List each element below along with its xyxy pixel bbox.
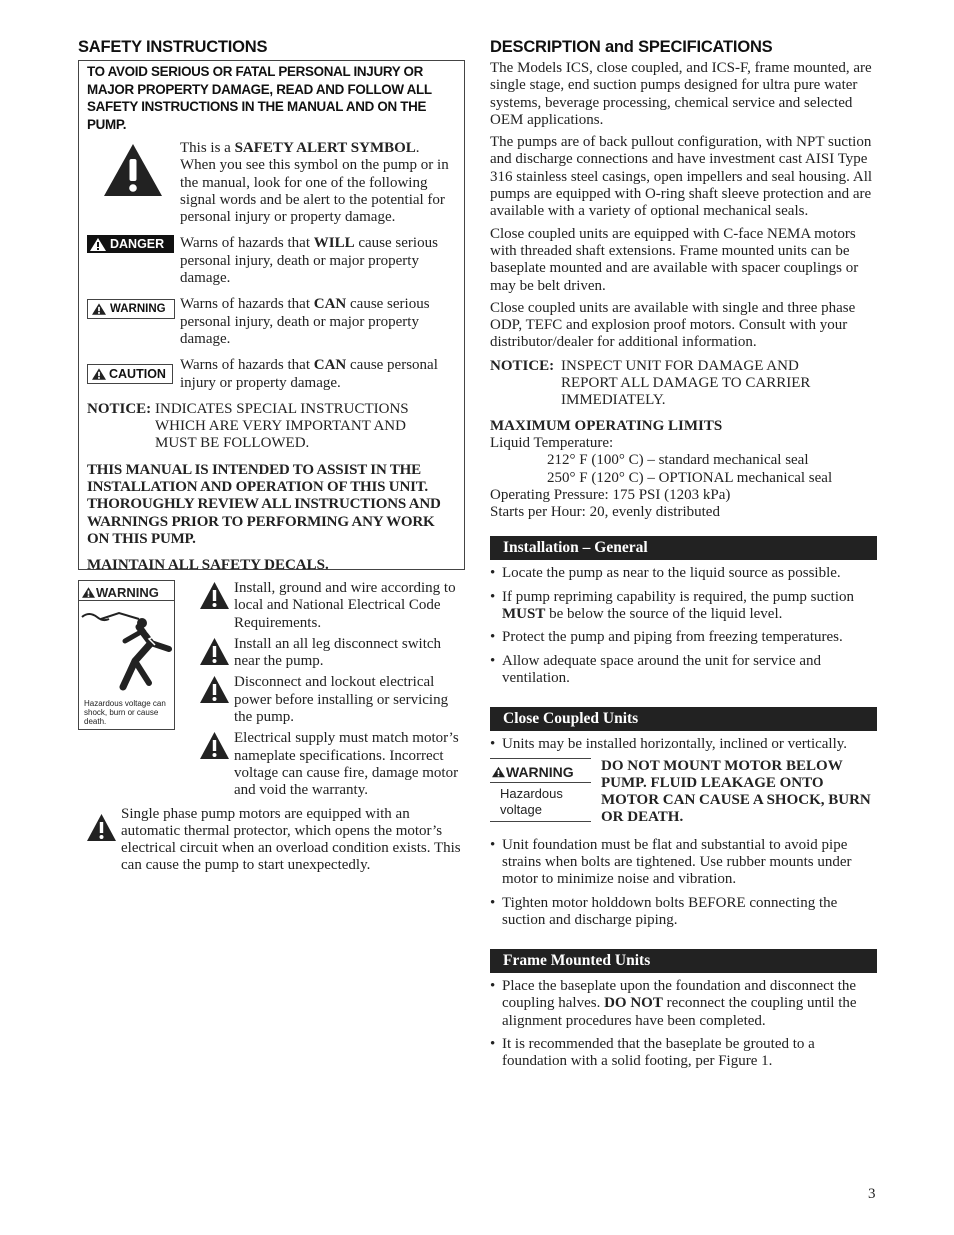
safety-box <box>78 60 465 574</box>
electrical-warning-label: WARNING Hazardous voltage can shock, burn or cause death. <box>78 580 175 730</box>
close-coupled-section-bar: Close Coupled Units <box>490 707 877 731</box>
description-para: The Models ICS, close coupled, and ICS-F, frame mounted, are single stage, end suction pumps designed for ultra pure water systems, beverage processing, chemical service and selected OEM applications. <box>490 60 872 128</box>
danger-row <box>87 235 456 287</box>
installation-section-bar: Installation – General <box>490 536 877 560</box>
electrical-warning-item: Install, ground and wire according to local and National Electrical Code Requirements. <box>199 580 465 632</box>
list-item: • It is recommended that the baseplate be grouted to a foundation with a solid footing, per Figure 1. <box>490 1036 877 1071</box>
electrical-warning-label-text: Hazardous voltage can shock, burn or cause death. <box>84 699 166 726</box>
danger-text: Warns of hazards that WILL cause serious personal injury, death or major property damage. <box>180 235 438 287</box>
description-column <box>490 36 877 1077</box>
safety-alert-icon <box>199 580 230 612</box>
danger-badge: DANGER <box>87 235 174 253</box>
caution-badge: CAUTION <box>87 364 173 384</box>
notice-row: NOTICE: INSPECT UNIT FOR DAMAGE AND REPORT ALL DAMAGE TO CARRIER IMMEDIATELY. <box>490 358 877 410</box>
installation-list <box>490 565 877 687</box>
close-coupled-list <box>490 736 877 753</box>
list-item: • Tighten motor holddown bolts BEFORE connecting the suction and discharge piping. <box>490 895 877 930</box>
list-item: • Locate the pump as near to the liquid source as possible. <box>490 565 877 582</box>
caution-text: Warns of hazards that CAN cause personal injury or property damage. <box>180 357 438 391</box>
frame-mounted-list <box>490 978 877 1070</box>
safety-column <box>78 36 465 879</box>
notice-text: INSPECT UNIT FOR DAMAGE AND REPORT ALL DAMAGE TO CARRIER IMMEDIATELY. <box>561 357 811 409</box>
electrical-warning-section <box>78 580 465 804</box>
warning-text: Warns of hazards that CAN cause serious personal injury, death or major property damage. <box>180 296 430 347</box>
decals-note: MAINTAIN ALL SAFETY DECALS. <box>87 557 329 574</box>
single-phase-warning: Single phase pump motors are equipped with an automatic thermal protector, which opens the motor’s electrical circuit when an overload condition exists. This can cause the pump to start unexpectedly. <box>86 806 465 875</box>
list-item: • Protect the pump and piping from freezing temperatures. <box>490 629 877 646</box>
electrical-warning-item: Disconnect and lockout electrical power before installing or servicing the pump. <box>199 674 465 726</box>
notice-row: NOTICE: INDICATES SPECIAL INSTRUCTIONS WHICH ARE VERY IMPORTANT AND MUST BE FOLLOWED. <box>87 401 456 453</box>
electrical-warning-item: Electrical supply must match motor’s nameplate specifications. Incorrect voltage can cause fire, damage motor and void the warranty. <box>199 730 465 799</box>
safety-alert-icon <box>492 766 505 778</box>
safety-alert-icon <box>92 303 106 315</box>
safety-alert-icon <box>92 368 106 380</box>
alert-symbol-text: This is a SAFETY ALERT SYMBOL. When you see this symbol on the pump or in the manual, look for one of the following signal words and be alert to the potential for personal injury or property damage. <box>180 140 449 226</box>
close-warning-text: DO NOT MOUNT MOTOR BELOW PUMP. FLUID LEAKAGE ONTO MOTOR CAN CAUSE A SHOCK, BURN OR DEATH. <box>601 757 871 826</box>
warning-badge: WARNING <box>87 299 175 319</box>
safety-alert-icon <box>90 238 106 251</box>
safety-alert-icon <box>199 636 230 668</box>
description-para: The pumps are of back pullout configuration, with NPT suction and discharge connections and have investment cast AISI Type 316 stainless steel casings, open impellers and seal housing. All pumps are equipped with O-ring shaft sleeve protection and are available with a variety of optional mechanical seals. <box>490 134 873 220</box>
warning-row <box>87 296 456 348</box>
electrical-warning-list <box>199 580 465 804</box>
electric-shock-icon <box>79 607 174 695</box>
caution-row <box>87 357 456 392</box>
manual-note: THIS MANUAL IS INTENDED TO ASSIST IN THE INSTALLATION AND OPERATION OF THIS UNIT. THOROUGHLY REVIEW ALL INSTRUCTIONS AND WARNINGS PRIOR TO PERFORMING ANY WORK ON THIS PUMP. <box>87 461 441 547</box>
frame-mounted-section-bar: Frame Mounted Units <box>490 949 877 973</box>
close-coupled-list-2 <box>490 837 877 929</box>
list-item: • If pump repriming capability is required, the pump suction MUST be below the source of the liquid level. <box>490 589 877 624</box>
safety-alert-icon <box>199 674 230 706</box>
close-coupled-warning <box>490 758 877 827</box>
page-number: 3 <box>868 1186 876 1202</box>
notice-text: INDICATES SPECIAL INSTRUCTIONS WHICH ARE VERY IMPORTANT AND MUST BE FOLLOWED. <box>155 400 409 452</box>
safety-alert-icon <box>102 142 164 198</box>
alert-symbol-row <box>87 140 456 226</box>
limits-heading: MAXIMUM OPERATING LIMITS <box>490 417 723 434</box>
safety-alert-icon <box>82 587 95 598</box>
electrical-warning-item: Install an all leg disconnect switch near the pump. <box>199 636 465 671</box>
list-item: • Place the baseplate upon the foundation and disconnect the coupling halves. DO NOT reconnect the coupling until the alignment procedures have been completed. <box>490 978 877 1030</box>
list-item: • Units may be installed horizontally, inclined or vertically. <box>490 736 877 753</box>
safety-alert-icon <box>86 812 117 844</box>
safety-heading: SAFETY INSTRUCTIONS <box>78 38 268 56</box>
description-heading: DESCRIPTION and SPECIFICATIONS <box>490 38 773 56</box>
safety-alert-icon <box>199 730 230 762</box>
description-para: Close coupled units are available with single and three phase ODP, TEFC and explosion proof motors. Consult with your distributor/dealer for additional information. <box>490 299 856 351</box>
list-item: • Allow adequate space around the unit for service and ventilation. <box>490 653 877 688</box>
close-warning-label: WARNING Hazardous voltage <box>490 758 591 822</box>
operating-limits: MAXIMUM OPERATING LIMITS Liquid Temperature: 212° F (100° C) – standard mechanical seal 250° F (120° C) – OPTIONAL mechanical seal Operating Pressure: 175 PSI (1203 kPa) Starts per Hour: 20, evenly distributed <box>490 418 877 522</box>
list-item: • Unit foundation must be flat and substantial to avoid pipe strains when bolts are tightened. Use rubber mounts under motor to minimize noise and vibration. <box>490 837 877 889</box>
description-para: Close coupled units are equipped with C-face NEMA motors with threaded shaft extensions. Frame mounted units can be baseplate mounted and are available with spacer couplings or may be belt driven. <box>490 225 859 294</box>
safety-box-intro: TO AVOID SERIOUS OR FATAL PERSONAL INJURY OR MAJOR PROPERTY DAMAGE, READ AND FOLLOW ALL SAFETY INSTRUCTIONS IN THE MANUAL AND ON THE PUMP. <box>87 64 432 132</box>
